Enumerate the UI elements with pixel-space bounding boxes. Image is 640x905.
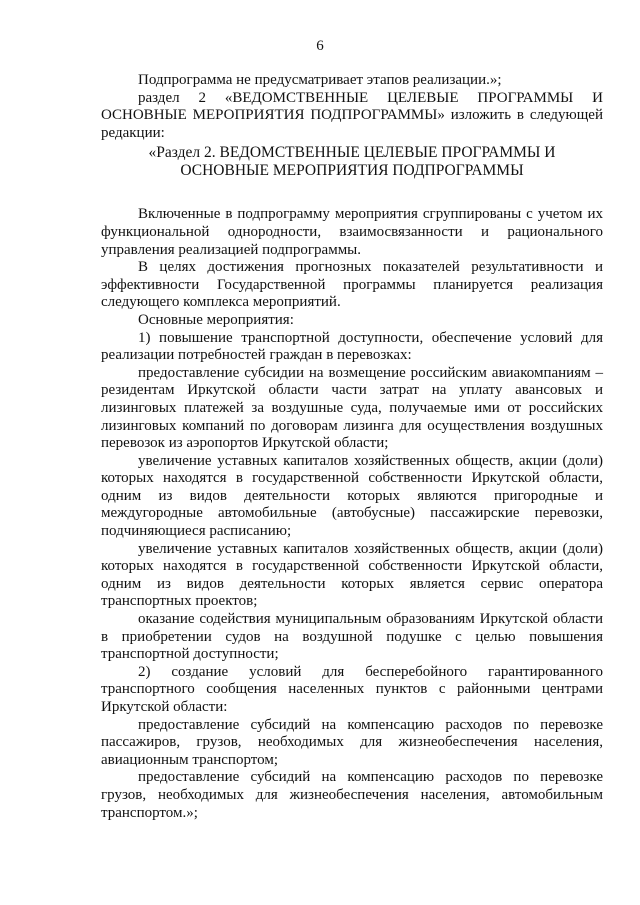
page-number: 6 <box>316 38 324 54</box>
paragraph-item-1: 1) повышение транспортной доступности, обеспечение условий для реализации потребностей граждан в перевозках: <box>101 329 603 364</box>
spacer <box>101 180 603 206</box>
paragraph-capital-operator: увеличение уставных капиталов хозяйственных обществ, акции (доли) которых находятся в государственной собственности Иркутской области, одним из видов деятельности которых является сервис оператора транспортных проектов; <box>101 540 603 610</box>
paragraph-grouping: Включенные в подпрограмму мероприятия сгруппированы с учетом их функциональной однородности, взаимосвязанности и рационального управления реализацией подпрограммы. <box>101 206 603 258</box>
section-heading <box>101 142 603 180</box>
section-heading-line-1: «Раздел 2. ВЕДОМСТВЕННЫЕ ЦЕЛЕВЫЕ ПРОГРАММЫ И <box>148 144 556 162</box>
paragraph-main-activities: Основные мероприятия: <box>138 311 294 328</box>
document-body <box>101 72 603 822</box>
section-heading-line-2: ОСНОВНЫЕ МЕРОПРИЯТИЯ ПОДПРОГРАММЫ <box>180 162 524 180</box>
paragraph-subsidy-road: предоставление субсидий на компенсацию расходов по перевозке грузов, необходимых для жизнеобеспечения населения, автомобильным транспортом.»; <box>101 769 603 821</box>
paragraph-subsidy-airlines: предоставление субсидии на возмещение российским авиакомпаниям – резидентам Иркутской области части затрат на уплату авансовых и лизинговых платежей за воздушные суда, получаемые ими от российских лизинговых компаний по договорам лизинга для осуществления воздушных перевозок из аэропортов Иркутской области; <box>101 364 603 452</box>
paragraph-section-amendment: раздел 2 «ВЕДОМСТВЕННЫЕ ЦЕЛЕВЫЕ ПРОГРАММЫ И ОСНОВНЫЕ МЕРОПРИЯТИЯ ПОДПРОГРАММЫ» изложить в следующей редакции: <box>101 89 603 141</box>
paragraph-hovercraft: оказание содействия муниципальным образованиям Иркутской области в приобретении судов на воздушной подушке с целью повышения транспортной доступности; <box>101 611 603 663</box>
paragraph-goals: В целях достижения прогнозных показателей результативности и эффективности Государственной программы планируется реализация следующего комплекса мероприятий. <box>101 259 603 311</box>
paragraph-capital-bus: увеличение уставных капиталов хозяйственных обществ, акции (доли) которых находятся в государственной собственности Иркутской области, одним из видов деятельности которых являются пригородные и междугородные автомобильные (автобусные) пассажирские перевозки, подчиняющиеся расписанию; <box>101 452 603 540</box>
paragraph-subsidy-aviation: предоставление субсидий на компенсацию расходов по перевозке пассажиров, грузов, необходимых для жизнеобеспечения населения, авиационным транспортом; <box>101 716 603 768</box>
paragraph-stages: Подпрограмма не предусматривает этапов реализации.»; <box>138 72 502 88</box>
paragraph-item-2: 2) создание условий для бесперебойного гарантированного транспортного сообщения населенных пунктов с районными центрами Иркутской области: <box>101 663 603 715</box>
